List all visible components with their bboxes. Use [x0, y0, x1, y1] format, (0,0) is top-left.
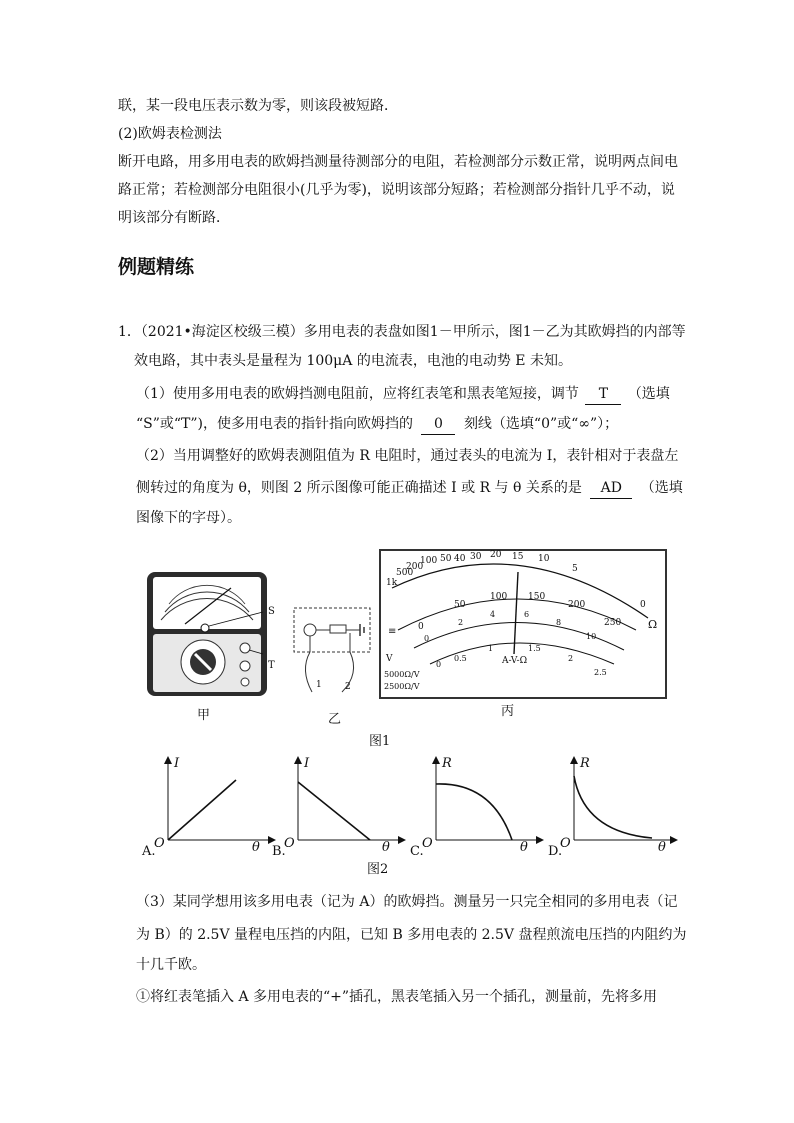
dial-v-tick: 200 [568, 600, 586, 610]
graph-xlabel: θ [520, 840, 528, 855]
section-heading: 例题精练 [118, 256, 195, 278]
graph-letter: B. [272, 844, 286, 859]
circuit-figure [290, 600, 375, 700]
graph-ylabel: I [174, 756, 180, 771]
graph-origin: O [422, 836, 433, 851]
dial-ac-tick: 1.5 [528, 644, 541, 653]
multimeter-figure [145, 570, 270, 700]
graph-xlabel: θ [382, 840, 390, 855]
text-line: 明该部分有断路． [118, 210, 230, 226]
question-line [136, 414, 618, 435]
dial-ohm-tick: 10 [538, 554, 550, 564]
graph-ylabel: R [580, 756, 590, 771]
question-line: 十几千欧。 [136, 957, 206, 973]
dial-v-tick: 250 [604, 618, 622, 628]
dial-ohm-tick: 1k [386, 578, 398, 588]
dial-ohm-tick: 200 [406, 562, 424, 572]
question-line: 效电路，其中表头是量程为 100μA 的电流表，电池的电动势 E 未知。 [134, 353, 572, 369]
dial-note-5000: 5000Ω/V [384, 670, 420, 679]
dial-ohm-tick: 0 [640, 600, 646, 610]
answer-blank-1: T [585, 384, 621, 405]
dial-v-tick: 150 [528, 592, 546, 602]
question-text: （选填 [627, 386, 670, 402]
graph-ylabel: R [442, 756, 452, 771]
question-text: “S”或“T”)，使多用电表的指针指向欧姆挡的 [136, 416, 414, 432]
label-jia: 甲 [197, 708, 211, 723]
dial-v-tick: 100 [490, 592, 508, 602]
graph-c-curve [436, 784, 512, 840]
label-t: T [268, 660, 275, 671]
question-line: 1．（2021•海淀区校级三模）多用电表的表盘如图1－甲所示，图1－乙为其欧姆挡的内部等 [118, 324, 686, 340]
dial-ac-tick: 2 [568, 654, 574, 663]
dial-ohm-tick: 30 [470, 552, 482, 562]
dial-v-tick: 0 [418, 622, 424, 632]
dial-ohm-tick: 5 [572, 564, 578, 574]
question-text: 刻线（选填“0”或“∞”）； [463, 416, 619, 432]
dial-ac-tick: 1 [488, 644, 494, 653]
graph-origin: O [154, 836, 165, 851]
question-line [136, 478, 683, 499]
dial-note-2500: 2500Ω/V [384, 682, 420, 691]
text-line: 联，某一段电压表示数为零，则该段被短路． [118, 98, 398, 114]
dial-ohm-tick: 100 [420, 556, 438, 566]
dial-v3-tick: 2 [458, 618, 464, 627]
label-probe-1: 1 [316, 680, 322, 690]
question-line [136, 384, 670, 405]
question-text: （1）使用多用电表的欧姆挡测电阻前，应将红表笔和黑表笔短接，调节 [136, 386, 579, 402]
question-line: ①将红表笔插入 A 多用电表的“+”插孔，黑表笔插入另一个插孔，测量前，先将多用 [136, 989, 658, 1005]
dial-v3-tick: 8 [556, 618, 562, 627]
answer-blank-2: 0 [421, 414, 455, 435]
question-line: （2）当用调整好的欧姆表测阻值为 R 电阻时，通过表头的电流为 I，表针相对于表盘左 [136, 448, 679, 464]
figure-2-caption: 图2 [367, 862, 389, 877]
question-text: （选填 [640, 480, 683, 496]
label-bing: 丙 [501, 704, 515, 719]
graph-d-curve [574, 776, 652, 838]
question-line: 为 B）的 2.5V 量程电压挡的内阻，已知 B 多用电表的 2.5V 盘程煎流电压挡的内阻约为 [136, 927, 687, 943]
graph-letter: C. [410, 844, 424, 859]
dial-ohm-tick: 20 [490, 550, 502, 560]
dial-dc-label: ≡ [388, 626, 397, 637]
label-s: S [268, 606, 275, 617]
dial-ohm-tick: 15 [512, 552, 524, 562]
graph-ylabel: I [304, 756, 310, 771]
graph-letter: A. [142, 844, 156, 859]
dial-ac-tick: 0.5 [454, 654, 467, 663]
label-probe-2: 2 [345, 682, 351, 692]
dial-v3-tick: 0 [424, 634, 430, 643]
dial-v-label: V [386, 654, 393, 664]
dial-v3-tick: 4 [490, 610, 496, 619]
dial-ac-tick: 0 [436, 660, 442, 669]
dial-v3-tick: 10 [586, 632, 597, 641]
dial-ohm-tick: 500 [396, 568, 414, 578]
text-line: 断开电路，用多用电表的欧姆挡测量待测部分的电阻，若检测部分示数正常，说明两点间电 [118, 154, 678, 170]
question-line: 图像下的字母）。 [136, 510, 241, 526]
dial-ac-tick: 2.5 [594, 668, 607, 677]
text-line: 路正常；若检测部分电阻很小(几乎为零)，说明该部分短路；若检测部分指针几乎不动，说 [118, 182, 675, 198]
graph-b-curve [298, 782, 370, 840]
dial-ohm-tick: 50 [440, 554, 452, 564]
graph-origin: O [284, 836, 295, 851]
dial-v-tick: 50 [454, 600, 466, 610]
dial-v3-tick: 6 [524, 610, 530, 619]
dial-omega-label: Ω [648, 618, 658, 631]
graph-xlabel: θ [658, 840, 666, 855]
dial-center-label: A-V-Ω [502, 656, 528, 666]
question-line: （3）某同学想用该多用电表（记为 A）的欧姆挡。测量另一只完全相同的多用电表（记 [136, 894, 678, 910]
figure-1-caption: 图1 [369, 734, 391, 749]
question-text: 侧转过的角度为 θ，则图 2 所示图像可能正确描述 I 或 R 与 θ 关系的是 [136, 480, 582, 496]
dial-ohm-tick: 40 [454, 554, 466, 564]
graph-a-curve [168, 780, 236, 840]
graph-origin: O [560, 836, 571, 851]
graph-xlabel: θ [252, 840, 260, 855]
answer-blank-3: AD [590, 478, 632, 499]
graph-letter: D. [548, 844, 563, 859]
label-yi: 乙 [328, 712, 342, 727]
text-line: (2)欧姆表检测法 [118, 126, 222, 142]
